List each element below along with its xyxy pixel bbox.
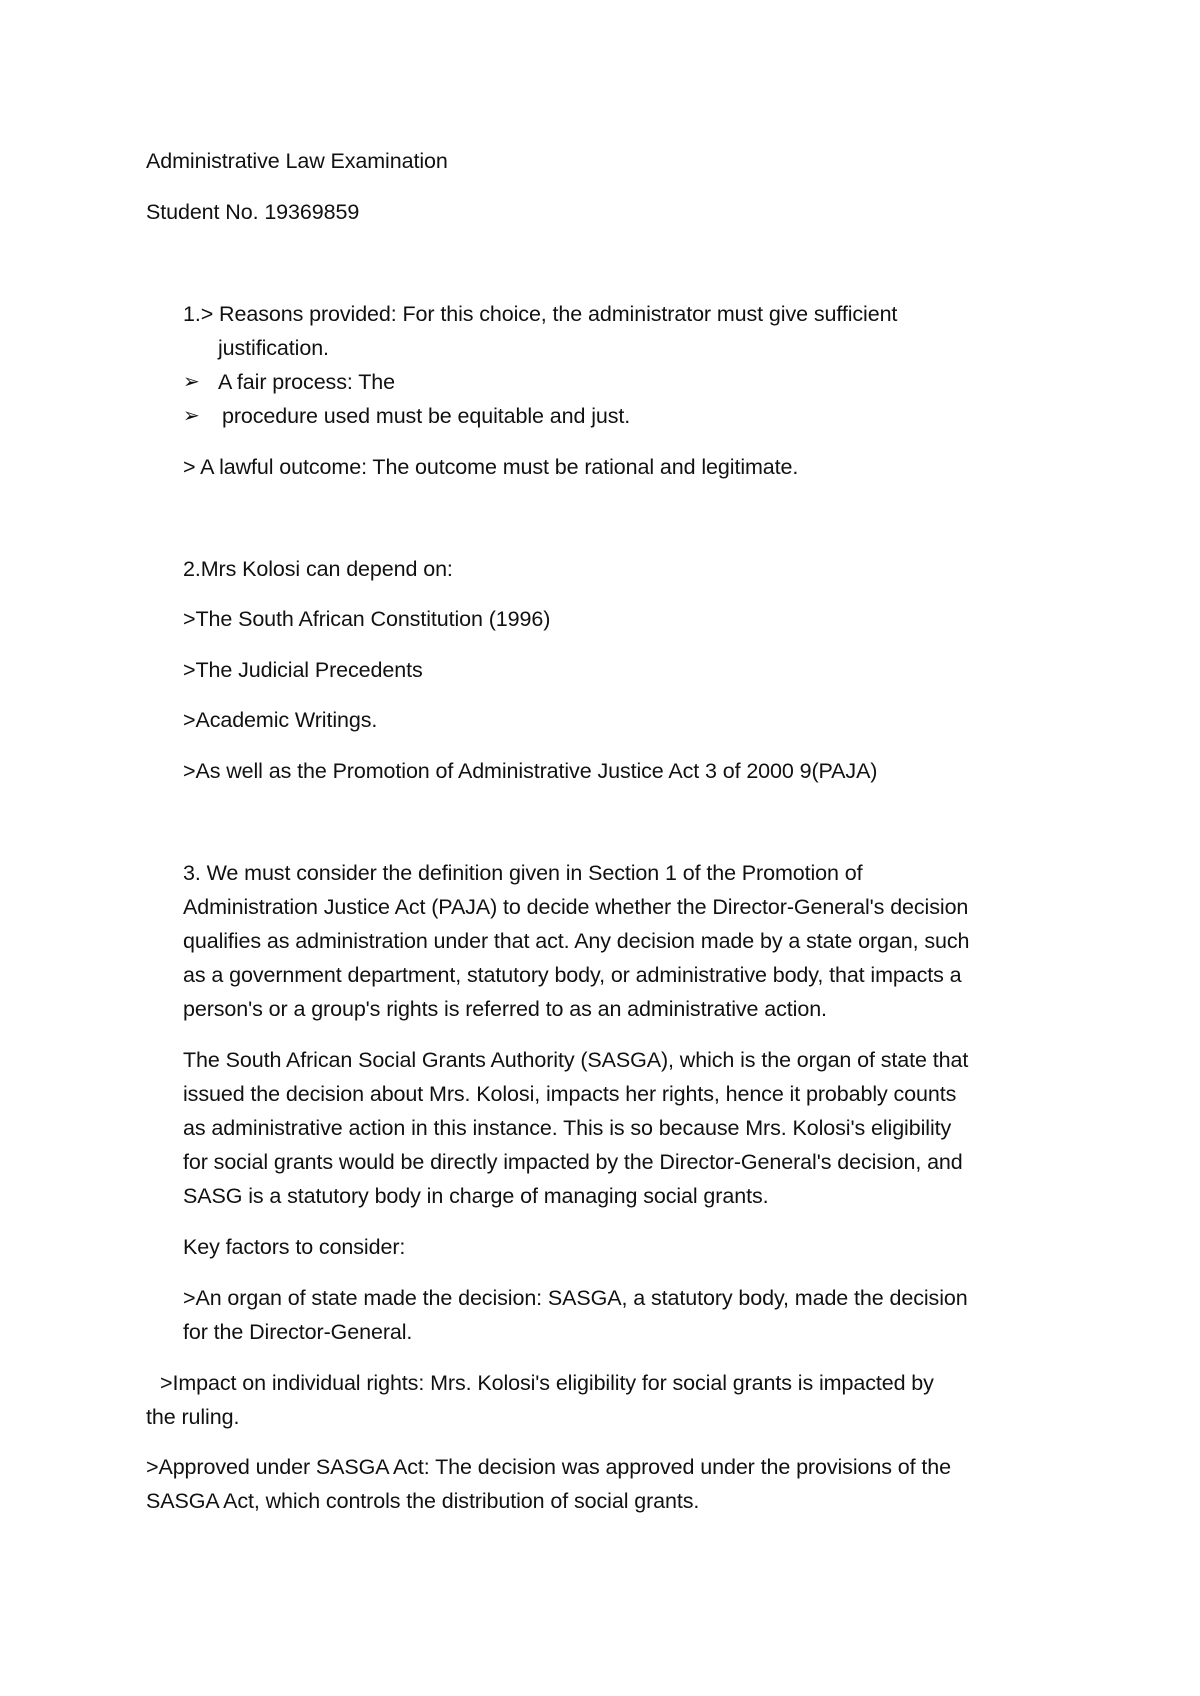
- q3-key-factors-heading: Key factors to consider:: [183, 1235, 406, 1259]
- arrow-bullet-icon: ➢: [183, 405, 200, 427]
- q2-item: >As well as the Promotion of Administrative Justice Act 3 of 2000 9(PAJA): [183, 759, 878, 783]
- q3-factor-2-line: >Impact on individual rights: Mrs. Kolosi's eligibility for social grants is impacted by: [160, 1371, 934, 1395]
- q1-line-2: justification.: [218, 336, 329, 360]
- q2-item: >Academic Writings.: [183, 708, 378, 732]
- arrow-bullet-icon: ➢: [183, 371, 200, 393]
- q3-factor-1-line: for the Director-General.: [183, 1320, 413, 1344]
- q2-item: >The Judicial Precedents: [183, 658, 423, 682]
- q3-para2-line: for social grants would be directly impacted by the Director-General's decision, and: [183, 1150, 963, 1174]
- q3-factor-2-line: the ruling.: [146, 1405, 240, 1429]
- q1-bullet-1: A fair process: The: [218, 370, 395, 394]
- q1-bullet-2: procedure used must be equitable and just.: [222, 404, 631, 428]
- q1-line-1: 1.> Reasons provided: For this choice, the administrator must give sufficient: [183, 302, 898, 326]
- q2-item: >The South African Constitution (1996): [183, 607, 551, 631]
- q3-para2-line: The South African Social Grants Authority (SASGA), which is the organ of state that: [183, 1048, 969, 1072]
- q2-intro: 2.Mrs Kolosi can depend on:: [183, 557, 453, 581]
- q3-factor-1-line: >An organ of state made the decision: SASGA, a statutory body, made the decision: [183, 1286, 968, 1310]
- q3-factor-3-line: >Approved under SASGA Act: The decision was approved under the provisions of the: [146, 1455, 951, 1479]
- q3-para1-line: qualifies as administration under that act. Any decision made by a state organ, such: [183, 929, 970, 953]
- q3-para1-line: as a government department, statutory body, or administrative body, that impacts a: [183, 963, 962, 987]
- q3-para2-line: issued the decision about Mrs. Kolosi, impacts her rights, hence it probably counts: [183, 1082, 957, 1106]
- q3-para1-line: Administration Justice Act (PAJA) to decide whether the Director-General's decision: [183, 895, 969, 919]
- q3-para2-line: SASG is a statutory body in charge of managing social grants.: [183, 1184, 769, 1208]
- q3-para2-line: as administrative action in this instance. This is so because Mrs. Kolosi's eligibility: [183, 1116, 952, 1140]
- student-number: Student No. 19369859: [146, 200, 360, 224]
- q3-para1-line: person's or a group's rights is referred to as an administrative action.: [183, 997, 827, 1021]
- q3-para1-line: 3. We must consider the definition given in Section 1 of the Promotion of: [183, 861, 863, 885]
- q1-lawful-outcome: > A lawful outcome: The outcome must be rational and legitimate.: [183, 455, 799, 479]
- q3-factor-3-line: SASGA Act, which controls the distribution of social grants.: [146, 1489, 700, 1513]
- document-title: Administrative Law Examination: [146, 149, 448, 173]
